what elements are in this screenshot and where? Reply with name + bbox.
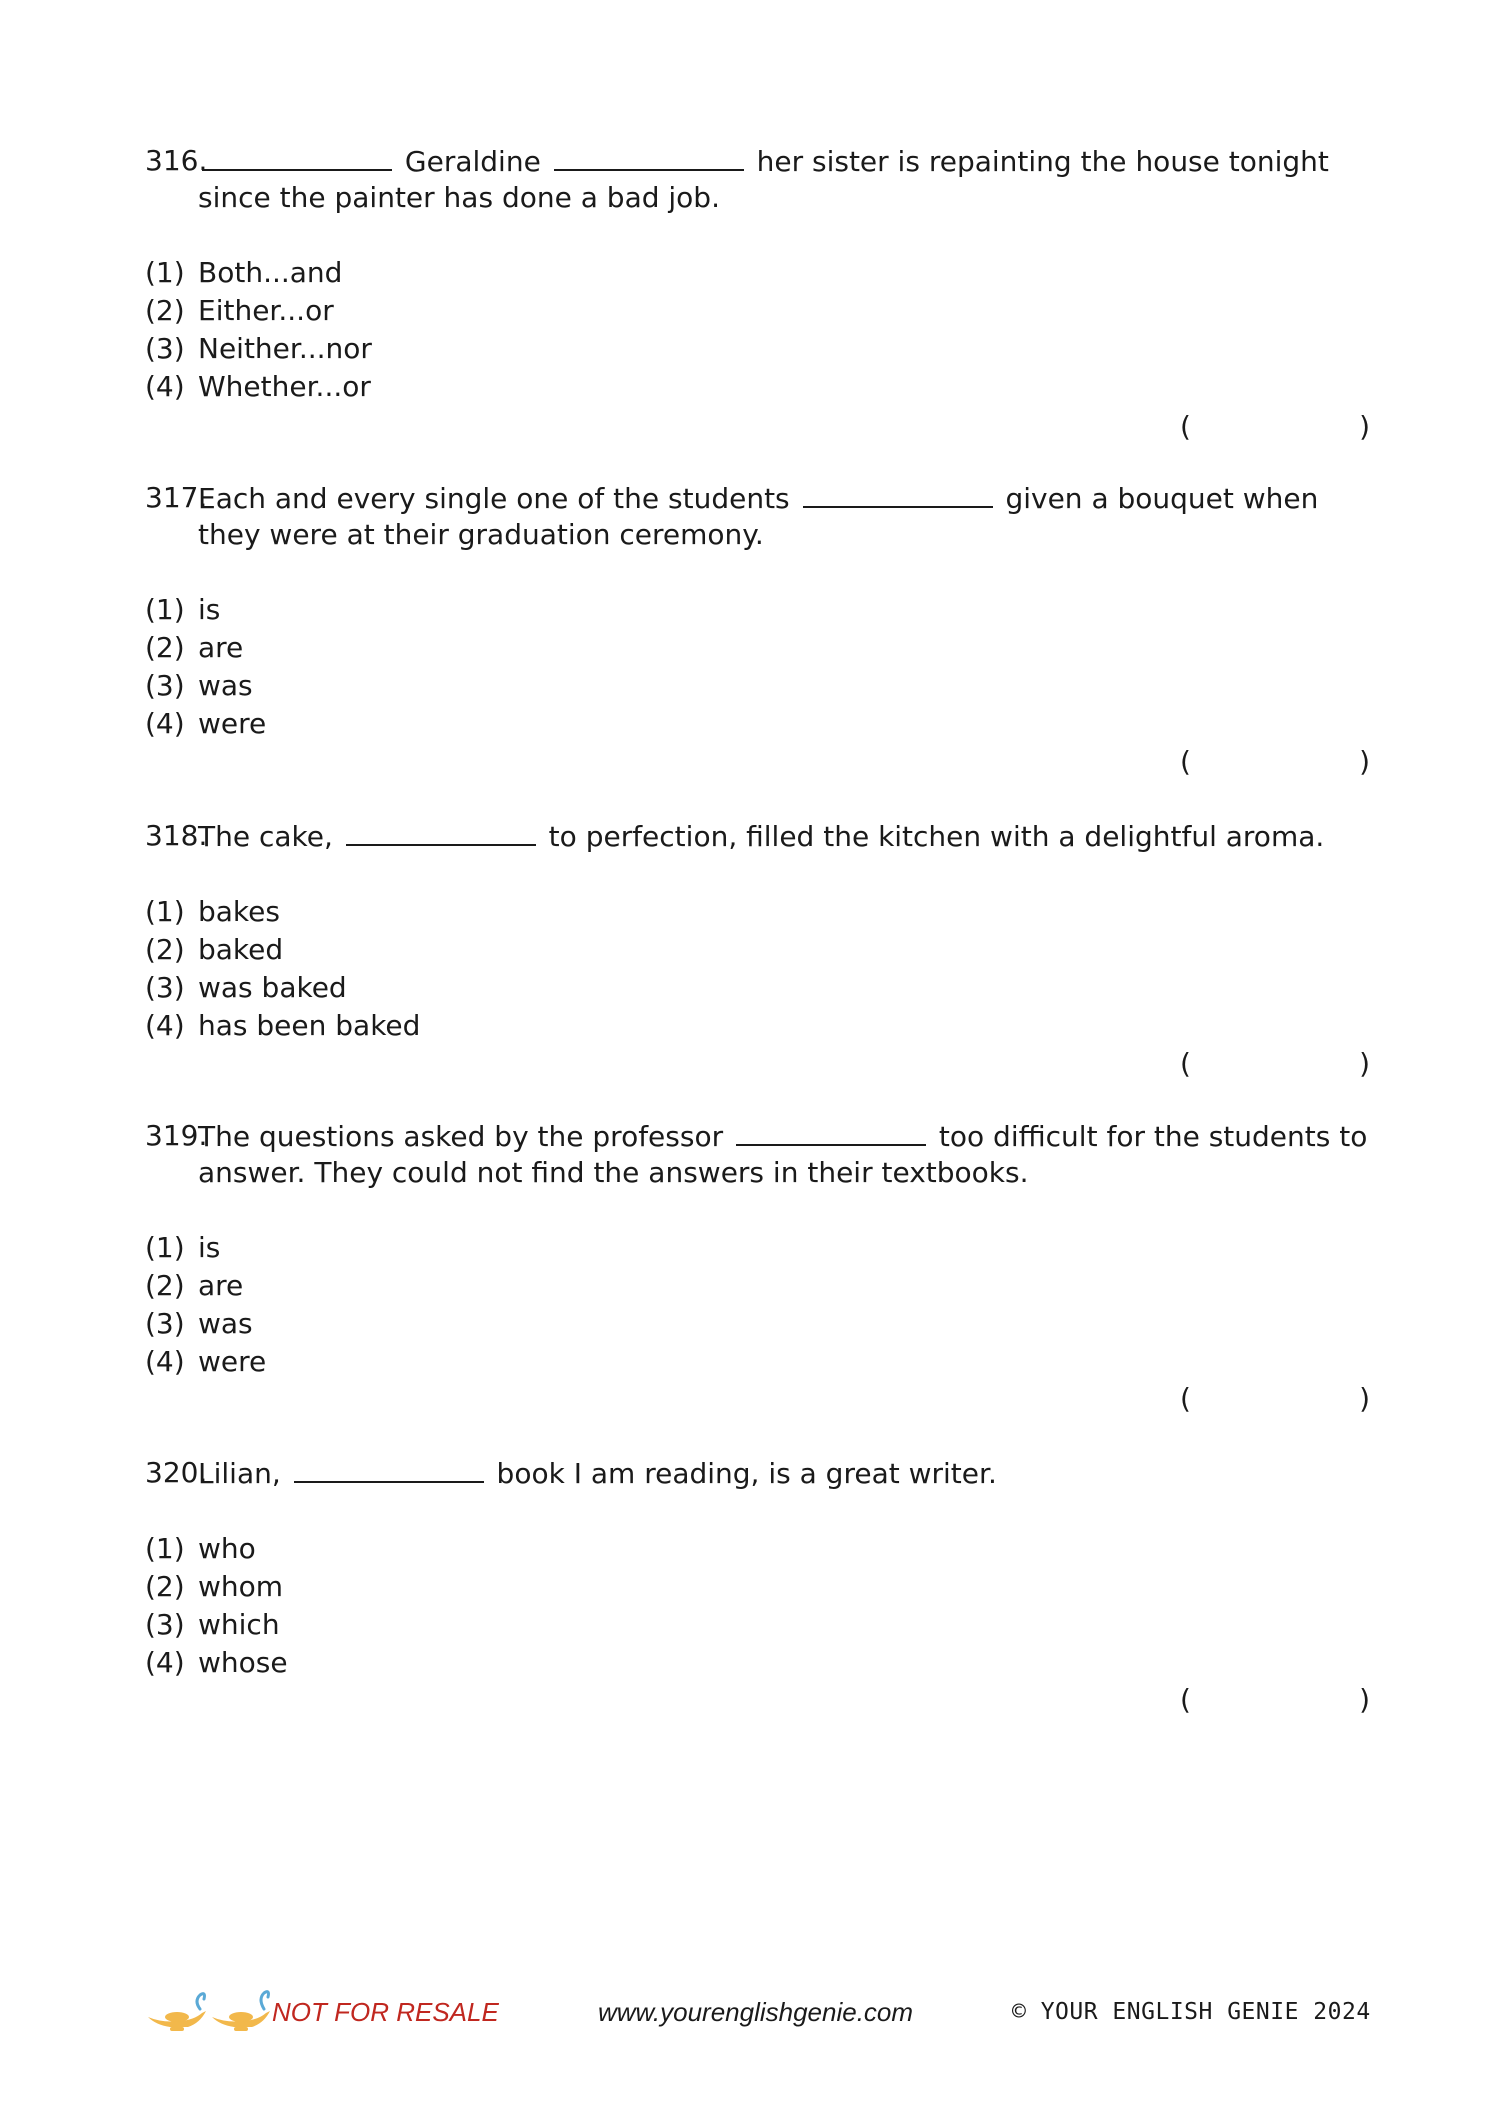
option-2: (2) baked (145, 933, 284, 966)
answer-box-319[interactable]: ( ) (1180, 1382, 1370, 1415)
question-318 (145, 818, 1375, 1045)
answer-blank (294, 1455, 484, 1483)
option-3: (3) was baked (145, 971, 347, 1004)
question-317 (145, 480, 1375, 743)
question-stem: 319. The questions asked by the professor too difficult for the students to answer. They could not find the answers in their textbooks. (145, 1119, 1368, 1189)
options-list (145, 1530, 1375, 1682)
option-3: (3) was (145, 669, 253, 702)
option-1: (1) is (145, 593, 221, 626)
question-320 (145, 1455, 1375, 1682)
option-3: (3) which (145, 1608, 280, 1641)
option-3: (3) was (145, 1307, 253, 1340)
question-number: 318. (145, 819, 208, 852)
answer-blank (736, 1118, 926, 1146)
option-4: (4) has been baked (145, 1009, 421, 1042)
question-316 (145, 143, 1375, 406)
question-number: 316. (145, 144, 208, 177)
option-2: (2) are (145, 1269, 244, 1302)
question-number: 320. (145, 1456, 208, 1489)
answer-blank (346, 818, 536, 846)
question-319 (145, 1118, 1375, 1381)
option-4: (4) were (145, 707, 267, 740)
option-2: (2) whom (145, 1570, 284, 1603)
question-number: 317. (145, 481, 208, 514)
answer-blank (803, 480, 993, 508)
options-list (145, 1229, 1375, 1381)
answer-blank (554, 143, 744, 171)
not-for-resale-label: NOT FOR RESALE (272, 1997, 499, 2027)
option-2: (2) Either...or (145, 294, 334, 327)
genie-lamp-icon (144, 1987, 274, 2037)
option-2: (2) are (145, 631, 244, 664)
copyright-notice: © YOUR ENGLISH GENIE 2024 (1012, 1999, 1371, 2025)
option-4: (4) whose (145, 1646, 288, 1679)
options-list (145, 893, 1375, 1045)
option-1: (1) Both...and (145, 256, 343, 289)
option-3: (3) Neither...nor (145, 332, 372, 365)
option-4: (4) were (145, 1345, 267, 1378)
question-stem: 317. Each and every single one of the students given a bouquet when they were at their graduation ceremony. (145, 481, 1319, 551)
question-stem: 320. Lilian, book I am reading, is a great writer. (145, 1456, 997, 1490)
page-footer (0, 1985, 1500, 2045)
website-url: www.yourenglishgenie.com (598, 1997, 914, 2027)
option-1: (1) is (145, 1231, 221, 1264)
question-stem: 318. The cake, to perfection, filled the kitchen with a delightful aroma. (145, 819, 1325, 853)
option-1: (1) bakes (145, 895, 280, 928)
question-stem: 316. Geraldine her sister is repainting the house tonight since the painter has done a bad job. (145, 144, 1329, 214)
answer-box-320[interactable]: ( ) (1180, 1683, 1370, 1716)
answer-box-316[interactable]: ( ) (1180, 410, 1370, 443)
question-number: 319. (145, 1119, 208, 1152)
options-list (145, 591, 1375, 743)
answer-blank (202, 143, 392, 171)
option-1: (1) who (145, 1532, 256, 1565)
options-list (145, 254, 1375, 406)
answer-box-318[interactable]: ( ) (1180, 1047, 1370, 1080)
answer-box-317[interactable]: ( ) (1180, 745, 1370, 778)
option-4: (4) Whether...or (145, 370, 371, 403)
